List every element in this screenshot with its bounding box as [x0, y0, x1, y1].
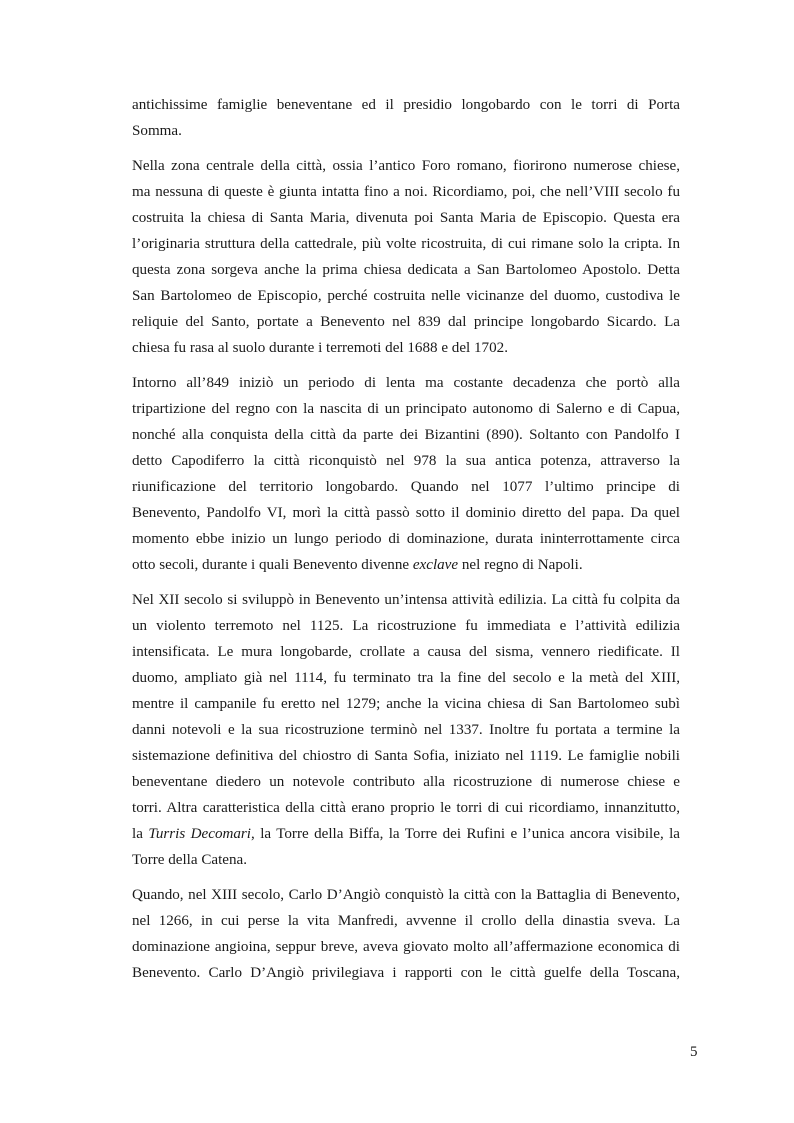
- text-segment: la: [132, 826, 149, 842]
- text-line: torri. Altra caratteristica della città erano proprio le torri di cui ricordiamo, innanzitutto,: [132, 800, 680, 816]
- text-line: [132, 821, 680, 847]
- text-line: l’originaria struttura della cattedrale, più volte ricostruita, di cui rimane solo la cripta. In: [132, 236, 680, 252]
- text-line: antichissime famiglie beneventane ed il presidio longobardo con le torri di Porta: [132, 97, 680, 113]
- text-line: un violento terremoto nel 1125. La ricostruzione fu immediata e l’attività edilizia: [132, 618, 680, 634]
- text-line: questa zona sorgeva anche la prima chiesa dedicata a San Bartolomeo Apostolo. Detta: [132, 262, 680, 278]
- text-line: reliquie del Santo, portate a Benevento nel 839 dal principe longobardo Sicardo. La: [132, 314, 680, 330]
- text-line: Benevento. Carlo D’Angiò privilegiava i rapporti con le città guelfe della Toscana,: [132, 965, 680, 981]
- text-segment: nel regno di Napoli.: [458, 557, 583, 573]
- text-line: dominazione angioina, seppur breve, aveva giovato molto all’affermazione economica di: [132, 939, 680, 955]
- text-line: nonché alla conquista della città da parte dei Bizantini (890). Soltanto con Pandolfo I: [132, 427, 680, 443]
- text-line: riunificazione del territorio longobardo. Quando nel 1077 l’ultimo principe di: [132, 479, 680, 495]
- text-line: Nella zona centrale della città, ossia l’antico Foro romano, fiorirono numerose chiese,: [132, 158, 680, 174]
- text-line: chiesa fu rasa al suolo durante i terremoti del 1688 e del 1702.: [132, 340, 508, 356]
- text-line: sistemazione definitiva del chiostro di Santa Sofia, iniziato nel 1119. Le famiglie nobili: [132, 748, 680, 764]
- text-line: Benevento, Pandolfo VI, morì la città passò sotto il dominio diretto del papa. Da quel: [132, 505, 680, 521]
- text-line: mentre il campanile fu eretto nel 1279; anche la vicina chiesa di San Bartolomeo subì: [132, 696, 680, 712]
- text-line: Somma.: [132, 123, 182, 139]
- text-line: ma nessuna di queste è giunta intatta fino a noi. Ricordiamo, poi, che nell’VIII secolo fu: [132, 184, 680, 200]
- text-line: intensificata. Le mura longobarde, crollate a causa del sisma, vennero riedificate. Il: [132, 644, 680, 660]
- text-segment: , la Torre della Biffa, la Torre dei Rufini e l’unica ancora visibile, la: [251, 826, 680, 842]
- text-line: Torre della Catena.: [132, 852, 248, 868]
- text-line: duomo, ampliato già nel 1114, fu terminato tra la fine del secolo e la metà del XIII,: [132, 670, 680, 686]
- italic-term: exclave: [412, 557, 459, 573]
- text-line: danni notevoli e la sua ricostruzione terminò nel 1337. Inoltre fu portata a termine la: [132, 722, 680, 738]
- text-line: Intorno all’849 iniziò un periodo di lenta ma costante decadenza che portò alla: [132, 375, 680, 391]
- italic-term: Turris Decomari: [148, 826, 252, 842]
- text-line: tripartizione del regno con la nascita di un principato autonomo di Salerno e di Capua,: [132, 401, 680, 417]
- text-line: Quando, nel XIII secolo, Carlo D’Angiò conquistò la città con la Battaglia di Benevento,: [132, 887, 680, 903]
- text-line: San Bartolomeo de Episcopio, perché costruita nelle vicinanze del duomo, custodiva le: [132, 288, 680, 304]
- text-line: beneventane diedero un notevole contributo alla ricostruzione di numerose chiese e: [132, 774, 680, 790]
- text-line: Nel XII secolo si sviluppò in Benevento un’intensa attività edilizia. La città fu colpita da: [132, 592, 680, 608]
- text-line: [132, 552, 583, 578]
- text-segment: otto secoli, durante i quali Benevento divenne: [132, 557, 413, 573]
- text-line: momento ebbe inizio un lungo periodo di dominazione, durata ininterrottamente circa: [132, 531, 680, 547]
- page-number: 5: [690, 1044, 698, 1060]
- text-line: detto Capodiferro la città riconquistò nel 978 la sua antica potenza, attraverso la: [132, 453, 680, 469]
- text-line: nel 1266, in cui perse la vita Manfredi, avvenne il crollo della dinastia sveva. La: [132, 913, 680, 929]
- text-line: costruita la chiesa di Santa Maria, divenuta poi Santa Maria de Episcopio. Questa era: [132, 210, 680, 226]
